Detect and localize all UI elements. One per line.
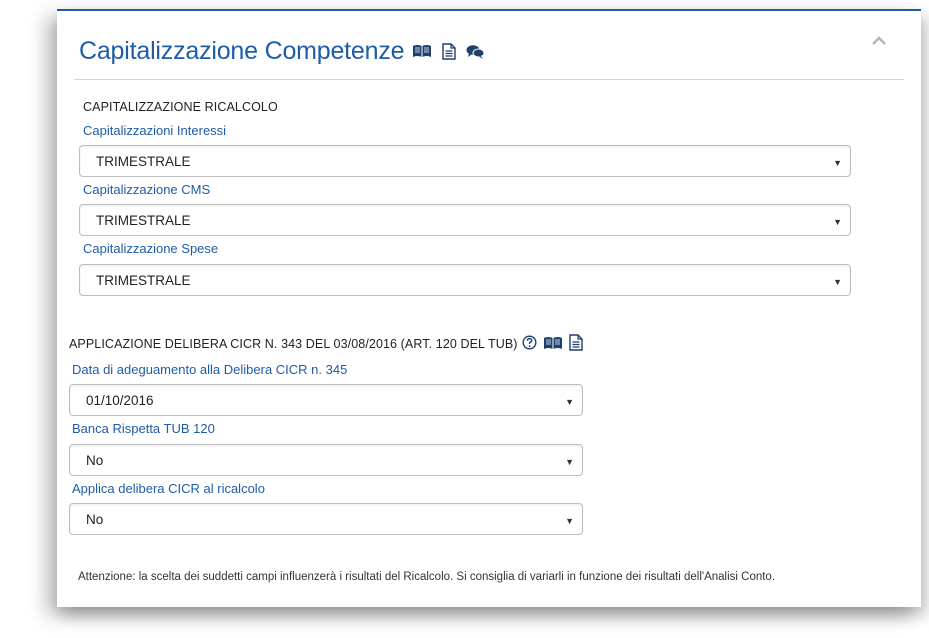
caret-down-icon: ▼ [565, 516, 574, 526]
section-delibera-cicr-heading [69, 334, 583, 354]
select-data-adeguamento[interactable] [69, 384, 583, 416]
select-value: TRIMESTRALE [96, 213, 191, 228]
field-label-data-adeguamento: Data di adeguamento alla Delibera CICR n. 345 [72, 362, 348, 377]
select-capitalizzazione-cms[interactable] [79, 204, 851, 236]
page-title: Capitalizzazione Competenze [79, 36, 405, 65]
field-label-banca-rispetta-tub: Banca Rispetta TUB 120 [72, 421, 215, 436]
select-value: No [86, 453, 104, 468]
field-label-capitalizzazione-spese: Capitalizzazione Spese [83, 241, 219, 256]
select-value: TRIMESTRALE [96, 273, 191, 288]
caret-down-icon: ▼ [833, 158, 842, 168]
select-value: TRIMESTRALE [96, 154, 191, 169]
header-divider [74, 79, 904, 80]
caret-down-icon: ▼ [833, 217, 842, 227]
select-banca-rispetta-tub[interactable] [69, 444, 583, 476]
select-capitalizzazioni-interessi[interactable] [79, 145, 851, 177]
panel-header [79, 33, 485, 69]
chevron-up-icon [871, 36, 887, 46]
book-icon[interactable] [412, 44, 432, 58]
capitalizzazione-panel [57, 9, 921, 607]
select-applica-delibera[interactable] [69, 503, 583, 535]
collapse-button[interactable] [871, 33, 891, 47]
caret-down-icon: ▼ [833, 277, 842, 287]
field-label-capitalizzazioni-interessi: Capitalizzazioni Interessi [83, 123, 227, 138]
select-value: No [86, 512, 104, 527]
section-delibera-heading-text: APPLICAZIONE DELIBERA CICR N. 343 DEL 03/08/2016 (ART. 120 DEL TUB) [69, 337, 518, 351]
document-icon[interactable] [442, 43, 456, 60]
document-icon[interactable] [569, 334, 583, 354]
caret-down-icon: ▼ [565, 397, 574, 407]
select-capitalizzazione-spese[interactable] [79, 264, 851, 296]
comments-icon[interactable] [466, 44, 485, 59]
field-label-capitalizzazione-cms: Capitalizzazione CMS [83, 182, 211, 197]
book-icon[interactable] [543, 336, 563, 353]
warning-note: Attenzione: la scelta dei suddetti campi influenzerà i risultati del Ricalcolo. Si consiglia di variarli in funzione dei risultati dell'Analisi Conto. [78, 571, 776, 583]
field-label-applica-delibera: Applica delibera CICR al ricalcolo [72, 481, 265, 496]
select-value: 01/10/2016 [86, 393, 154, 408]
help-circle-icon[interactable] [522, 335, 537, 353]
caret-down-icon: ▼ [565, 457, 574, 467]
section-capitalizzazione-ricalcolo-heading: CAPITALIZZAZIONE RICALCOLO [83, 100, 278, 114]
